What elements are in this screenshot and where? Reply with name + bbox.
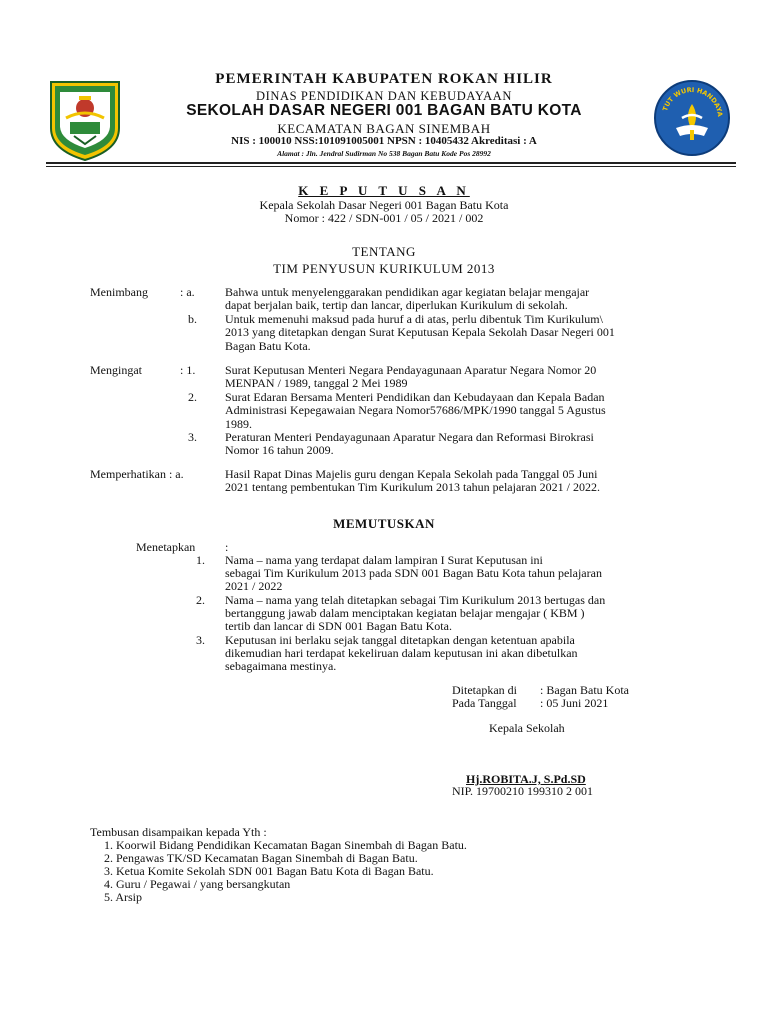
mengingat-2-line1: Surat Edaran Bersama Menteri Pendidikan dan Kebudayaan dan Kepala Badan xyxy=(225,390,605,404)
header-government: PEMERINTAH KABUPATEN ROKAN HILIR xyxy=(215,71,553,87)
tembusan-item-2: 2. Pengawas TK/SD Kecamatan Bagan Sinembah di Bagan Batu. xyxy=(104,851,418,865)
mengingat-2-line3: 1989. xyxy=(225,417,252,431)
mengingat-3-line1: Peraturan Menteri Pendayagunaan Aparatur Negara dan Reformasi Birokrasi xyxy=(225,430,594,444)
memperhatikan-line2: 2021 tentang pembentukan Tim Kurikulum 2013 tahun pelajaran 2021 / 2022. xyxy=(225,480,600,494)
decision-2-mark: 2. xyxy=(196,593,205,607)
tembusan-item-3: 3. Ketua Komite Sekolah SDN 001 Bagan Batu Kota di Bagan Batu. xyxy=(104,864,434,878)
mengingat-3-line2: Nomor 16 tahun 2009. xyxy=(225,443,334,457)
decision-3-line1: Keputusan ini berlaku sejak tanggal ditetapkan dengan ketentuan apabila xyxy=(225,633,575,647)
decision-1-line3: 2021 / 2022 xyxy=(225,579,283,593)
header-district: KECAMATAN BAGAN SINEMBAH xyxy=(277,121,491,136)
menimbang-b-line2: 2013 yang ditetapkan dengan Surat Keputusan Kepala Sekolah Dasar Negeri 001 xyxy=(225,325,615,339)
document-number: Nomor : 422 / SDN-001 / 05 / 2021 / 002 xyxy=(284,211,484,225)
header-rule-thick xyxy=(46,162,736,164)
mengingat-3-mark: 3. xyxy=(188,430,197,444)
menimbang-a-mark: : a. xyxy=(180,285,195,299)
decision-3-mark: 3. xyxy=(196,633,205,647)
tembusan-item-4: 4. Guru / Pegawai / yang bersangkutan xyxy=(104,877,291,891)
decision-3-line2: dikemudian hari terdapat kekeliruan dalam keputusan ini akan dibetulkan xyxy=(225,646,578,660)
tembusan-item-5: 5. Arsip xyxy=(104,890,143,904)
signer-name: Hj.ROBITA.J, S.Pd.SD xyxy=(466,772,586,786)
decision-1-line2: sebagai Tim Kurikulum 2013 pada SDN 001 Bagan Batu Kota tahun pelajaran xyxy=(225,566,602,580)
decision-2-line1: Nama – nama yang telah ditetapkan sebagai Tim Kurikulum 2013 bertugas dan xyxy=(225,593,606,607)
mengingat-2-mark: 2. xyxy=(188,390,197,404)
mengingat-label: Mengingat xyxy=(90,363,142,377)
decision-1-mark: 1. xyxy=(196,553,205,567)
menimbang-b-mark: b. xyxy=(188,312,197,326)
menetapkan-colon: : xyxy=(225,540,229,554)
tembusan-intro: Tembusan disampaikan kepada Yth : xyxy=(90,825,267,839)
menetapkan-label: Menetapkan xyxy=(136,540,196,554)
ditetapkan-value: : Bagan Batu Kota xyxy=(540,683,629,697)
menimbang-a-line1: Bahwa untuk menyelenggarakan pendidikan agar kegiatan belajar mengajar xyxy=(225,285,590,299)
header-rule-thin xyxy=(46,166,736,167)
ditetapkan-label: Ditetapkan di xyxy=(452,683,517,697)
header-school-name: SEKOLAH DASAR NEGERI 001 BAGAN BATU KOTA xyxy=(186,102,582,119)
decision-title: MEMUTUSKAN xyxy=(333,516,435,531)
tanggal-value: : 05 Juni 2021 xyxy=(540,696,609,710)
mengingat-1-mark: : 1. xyxy=(180,363,196,377)
tanggal-label: Pada Tanggal xyxy=(452,696,517,710)
header-address: Alamat : Jln. Jendral Sudirman No 538 Bagan Batu Kode Pos 28992 xyxy=(277,149,491,158)
decision-3-line3: sebagaimana mestinya. xyxy=(225,659,337,673)
memperhatikan-label: Memperhatikan : a. xyxy=(90,467,184,481)
document-issuer: Kepala Sekolah Dasar Negeri 001 Bagan Batu Kota xyxy=(259,198,509,212)
decision-1-line1: Nama – nama yang terdapat dalam lampiran I Surat Keputusan ini xyxy=(225,553,543,567)
memperhatikan-line1: Hasil Rapat Dinas Majelis guru dengan Kepala Sekolah pada Tanggal 05 Juni xyxy=(225,467,598,481)
document-title: K E P U T U S A N xyxy=(298,183,470,198)
signer-position: Kepala Sekolah xyxy=(489,721,565,735)
menimbang-b-line1: Untuk memenuhi maksud pada huruf a di atas, perlu dibentuk Tim Kurikulum\ xyxy=(225,312,603,326)
menimbang-label: Menimbang xyxy=(90,285,148,299)
tembusan-item-1: 1. Koorwil Bidang Pendidikan Kecamatan Bagan Sinembah di Bagan Batu. xyxy=(104,838,467,852)
mengingat-1-line2: MENPAN / 1989, tanggal 2 Mei 1989 xyxy=(225,376,408,390)
signer-nip: NIP. 19700210 199310 2 001 xyxy=(452,784,594,798)
header-identifiers: NIS : 100010 NSS:101091005001 NPSN : 10405432 Akreditasi : A xyxy=(231,135,537,147)
mengingat-2-line2: Administrasi Kepegawaian Negara Nomor57686/MPK/1990 tanggal 5 Agustus xyxy=(225,403,606,417)
mengingat-1-line1: Surat Keputusan Menteri Negara Pendayagunaan Aparatur Negara Nomor 20 xyxy=(225,363,597,377)
decision-2-line3: tertib dan lancar di SDN 001 Bagan Batu Kota. xyxy=(225,619,452,633)
header-department: DINAS PENDIDIKAN DAN KEBUDAYAAN xyxy=(256,89,512,103)
menimbang-b-line3: Bagan Batu Kota. xyxy=(225,339,311,353)
menimbang-a-line2: dapat berjalan baik, tertip dan lancar, diperlukan Kurikulum di sekolah. xyxy=(225,298,568,312)
logo-motto-text: TUT WURI HANDAYA xyxy=(661,85,725,118)
about-subject: TIM PENYUSUN KURIKULUM 2013 xyxy=(273,261,495,276)
about-label: TENTANG xyxy=(352,244,416,259)
decision-2-line2: bertanggung jawab dalam menciptakan kegiatan belajar mengajar ( KBM ) xyxy=(225,606,585,620)
